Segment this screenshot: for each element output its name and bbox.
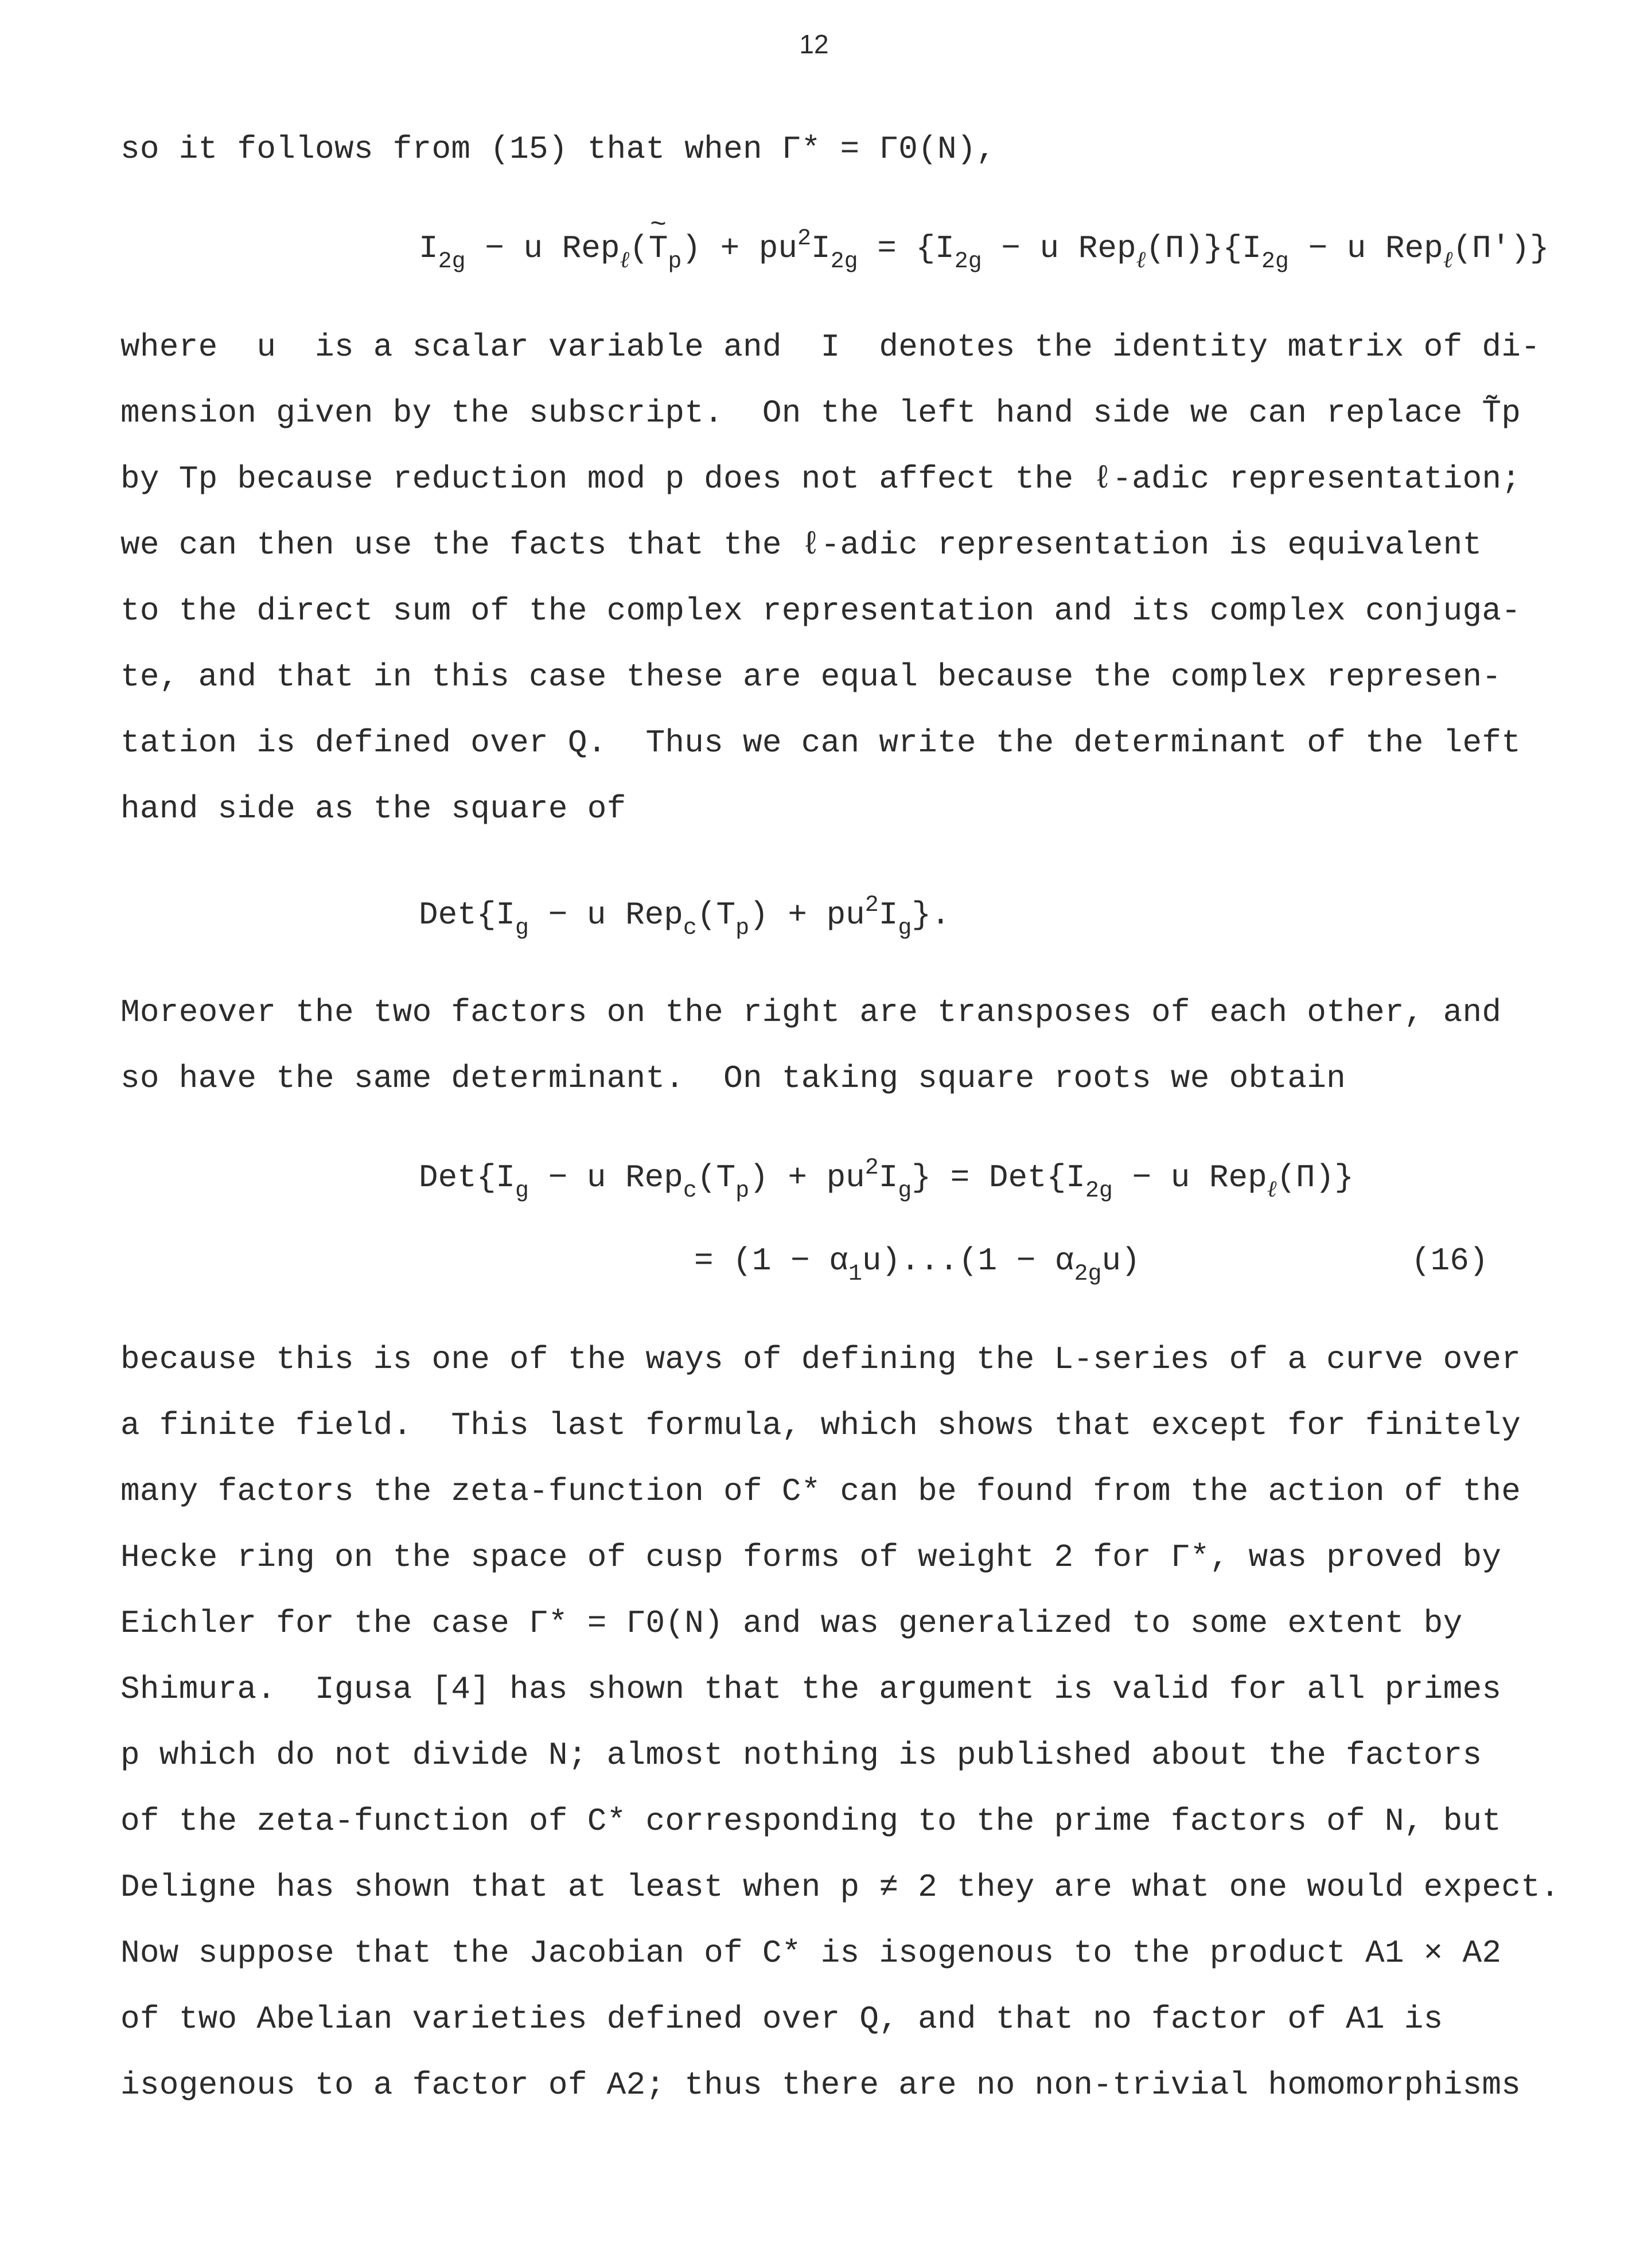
text-line: Moreover the two factors on the right are transposes of each other, and	[120, 994, 1502, 1031]
text-line: we can then use the facts that the ℓ-adic representation is equivalent	[120, 527, 1482, 563]
text-line: to the direct sum of the complex representation and its complex conjuga-	[120, 593, 1521, 629]
text-line: tation is defined over Q. Thus we can write the determinant of the left	[120, 724, 1521, 761]
text-line: Eichler for the case Γ* = Γ0(N) and was generalized to some extent by	[120, 1605, 1463, 1642]
equation-2: $Det\{I_g - u$ $Rep_c(T_p) + pu^2I_g$}.	[419, 893, 951, 941]
text-line: so it follows from (15) that when Γ* = Γ0(N),	[120, 131, 996, 167]
text-line: by Tp because reduction mod p does not affect the ℓ-adic representation;	[120, 461, 1521, 497]
text-line: mension given by the subscript. On the left hand side we can replace T̃p	[120, 395, 1521, 431]
equation-3a: $Det\{I_g - u$ $Rep_c(T_p) + pu^2I_g\} = Det\{I_{2g} - u$ Rep$_\ell$(Π)}	[419, 1155, 1354, 1204]
text-line: te, and that in this case these are equal because the complex represen-	[120, 658, 1502, 695]
text-line: of two Abelian varieties defined over Q, and that no factor of A1 is	[120, 2001, 1443, 2037]
text-line: p which do not divide N; almost nothing is published about the factors	[120, 1737, 1482, 1774]
text-line: a finite field. This last formula, which shows that except for finitely	[120, 1407, 1521, 1444]
text-line: Hecke ring on the space of cusp forms of weight 2 for Γ*, was proved by	[120, 1539, 1502, 1576]
text-line: where u is a scalar variable and I denotes the identity matrix of di-	[120, 329, 1541, 365]
text-line: many factors the zeta-function of C* can be found from the action of the	[120, 1473, 1521, 1510]
text-line: isogenous to a factor of A2; thus there are no non-trivial homomorphisms	[120, 2067, 1521, 2103]
equation-number: (16)	[1411, 1242, 1489, 1279]
text-line: hand side as the square of	[120, 790, 626, 827]
text-line: because this is one of the ways of defining the L-series of a curve over	[120, 1341, 1521, 1378]
text-line: Shimura. Igusa [4] has shown that the argument is valid for all primes	[120, 1671, 1502, 1708]
equation-1: $I_{2g} - u$ Rep$_\ell$(~ $T_p) + pu^2I_{2g} = \{I_{2g} - u$ $Rep_\ell(\Pi)\}\{I_{2g} - u$ Rep$_\ell$(Π')}	[419, 228, 1549, 268]
text-line: of the zeta-function of C* corresponding to the prime factors of N, but	[120, 1803, 1502, 1840]
text-line: Deligne has shown that at least when p ≠ 2 they are what one would expect.	[120, 1869, 1560, 1905]
text-line: Now suppose that the Jacobian of C* is isogenous to the product A1 × A2	[120, 1935, 1502, 1971]
page-number: 12	[799, 29, 829, 59]
equation-3b: = $(1 - \alpha_1u)...(1 - \alpha_{2g}u)$	[694, 1242, 1140, 1287]
text-line: so have the same determinant. On taking square roots we obtain	[120, 1060, 1346, 1097]
